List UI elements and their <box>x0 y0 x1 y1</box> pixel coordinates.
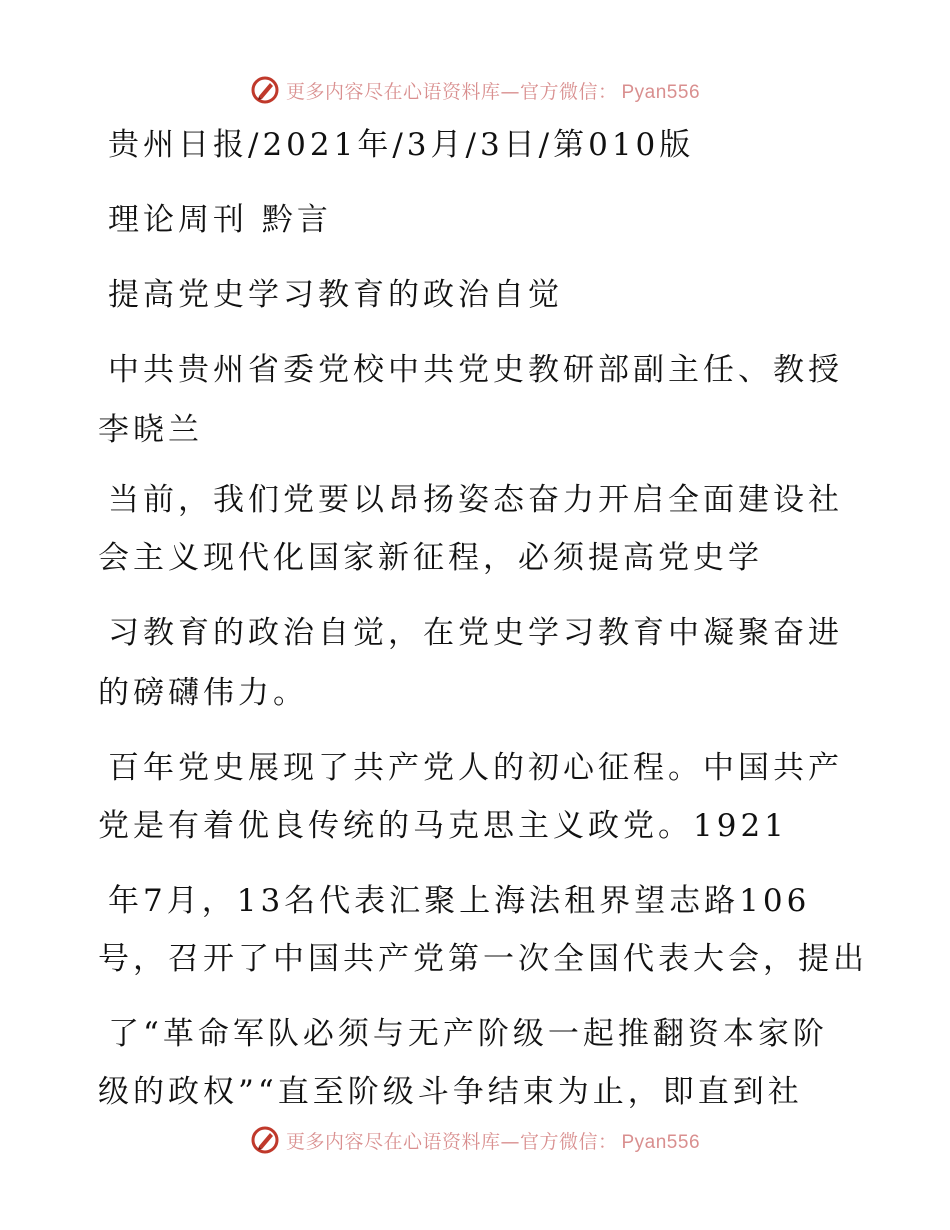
watermark-text: 更多内容尽在心语资料库—官方微信： Pyan556 <box>285 80 701 103</box>
watermark-bottom <box>0 1120 950 1160</box>
source-line: 贵州日报/2021年/3月/3日/第010版 <box>108 127 695 163</box>
paragraph-line: 当前，我们党要以昂扬姿态奋力开启全面建设社 <box>108 482 843 518</box>
paragraph-line: 的磅礴伟力。 <box>98 675 308 711</box>
paragraph-line: 习教育的政治自觉，在党史学习教育中凝聚奋进 <box>108 615 843 651</box>
paragraph-line: 年7月，13名代表汇聚上海法租界望志路106 <box>108 883 811 919</box>
paragraph-line: 百年党史展现了共产党人的初心征程。中国共产 <box>108 750 843 786</box>
paragraph-line: 了“革命军队必须与无产阶级一起推翻资本家阶 <box>108 1016 828 1052</box>
paragraph-line: 党是有着优良传统的马克思主义政党。1921 <box>98 808 788 844</box>
column-line: 理论周刊 黔言 <box>108 202 332 238</box>
red-pen-seal-icon <box>250 75 280 105</box>
paragraph-line: 会主义现代化国家新征程，必须提高党史学 <box>98 540 763 576</box>
watermark-wechat-id: Pyan556 <box>621 1131 701 1153</box>
watermark-text: 更多内容尽在心语资料库—官方微信： Pyan556 <box>285 1130 701 1153</box>
paragraph-line: 级的政权”“直至阶级斗争结束为止，即直到社 <box>98 1074 803 1110</box>
watermark-wechat-id: Pyan556 <box>621 81 701 103</box>
article-title: 提高党史学习教育的政治自觉 <box>108 277 563 313</box>
author-name: 李晓兰 <box>98 412 203 448</box>
watermark-top <box>0 70 950 110</box>
author-affiliation: 中共贵州省委党校中共党史教研部副主任、教授 <box>108 352 843 388</box>
paragraph-line: 号，召开了中国共产党第一次全国代表大会，提出 <box>98 941 868 977</box>
red-pen-seal-icon <box>250 1125 280 1155</box>
